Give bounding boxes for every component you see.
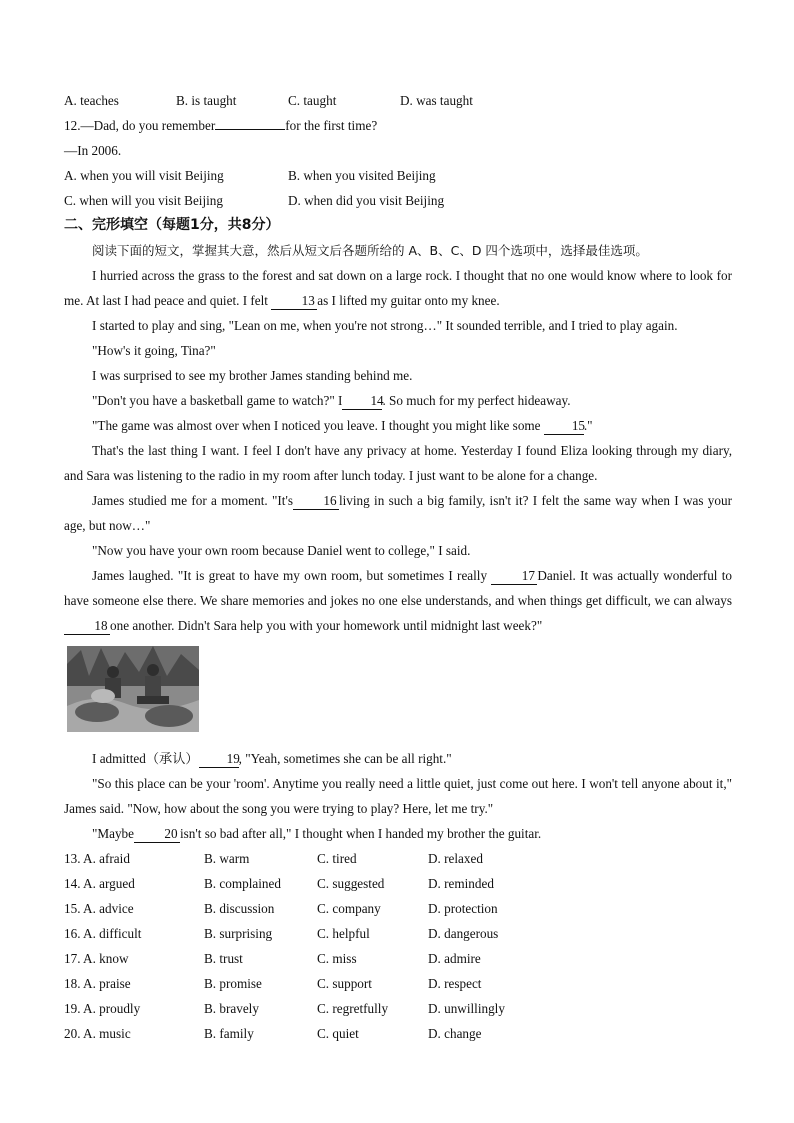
section-heading: 二、完形填空（每题1分，共8分）: [64, 217, 280, 233]
blank-13: 13: [271, 293, 317, 310]
passage-paragraph: "Maybe 20 isn't so bad after all," I thought when I handed my brother the guitar.: [92, 826, 542, 841]
passage-paragraph: "The game was almost over when I noticed you leave. I thought you might like some 15.": [92, 418, 593, 433]
option-a: A. when you will visit Beijing: [64, 168, 224, 183]
passage-paragraph: "Don't you have a basketball game to watch?" I 14. So much for my perfect hideaway.: [92, 393, 571, 408]
passage-paragraph: I hurried across the grass to the forest and sat down on a large rock. I thought that no one would know where to look for me. At last I had peace and quiet. I felt 13 as I lifted my guitar onto my knee.: [64, 268, 732, 308]
passage-paragraph: James studied me for a moment. "It's 16 living in such a big family, isn't it? I felt the same way when I was your age, but now…": [64, 493, 732, 533]
blank-14: 14: [342, 393, 382, 410]
answer-blank: [215, 113, 285, 130]
section-intro: 阅读下面的短文，掌握其大意，然后从短文后各题所给的 A、B、C、D 四个选项中，选择最佳选项。: [92, 243, 648, 258]
q12-options-row2: [64, 188, 732, 213]
passage-paragraph: "How's it going, Tina?": [92, 343, 216, 358]
passage-paragraph: "Now you have your own room because Daniel went to college," I said.: [92, 543, 471, 558]
option-d: D. was taught: [400, 93, 473, 108]
blank-16: 16: [293, 493, 339, 510]
option-c: C. taught: [288, 93, 337, 108]
passage-paragraph: James laughed. "It is great to have my own room, but sometimes I really 17 Daniel. It was actually wonderful to have someone else there. We share memories and jokes no one else understands, and when things get difficult, we can always 18 one another. Didn't Sara help you with your homework until midnight last week?": [64, 568, 733, 633]
option-b: B. is taught: [176, 93, 237, 108]
illustration-image: [67, 646, 199, 732]
passage-paragraph: That's the last thing I want. I feel I don't have any privacy at home. Yesterday I found Eliza looking through my diary, and Sara was listening to the radio in my room after lunch today. I just want to be alone for a change.: [64, 443, 732, 483]
blank-15: 15: [544, 418, 584, 435]
exam-page: [64, 88, 732, 1046]
answer-row: 16. A. difficult B. surprising C. helpful D. dangerous: [64, 926, 499, 941]
passage-paragraph: I admitted（承认） 19, "Yeah, sometimes she can be all right.": [92, 751, 452, 766]
q11-options: [64, 88, 732, 113]
answer-row: 15. A. advice B. discussion C. company D. protection: [64, 901, 498, 916]
option-b: B. when you visited Beijing: [288, 168, 436, 183]
blank-20: 20: [134, 826, 180, 843]
option-d: D. when did you visit Beijing: [288, 193, 445, 208]
answer-options: [64, 846, 732, 1046]
q12-reply: —In 2006.: [64, 143, 122, 158]
option-a: A. teaches: [64, 93, 119, 108]
answer-row: 17. A. know B. trust C. miss D. admire: [64, 951, 481, 966]
passage-paragraph: I was surprised to see my brother James standing behind me.: [92, 368, 413, 383]
answer-row: 20. A. music B. family C. quiet D. change: [64, 1026, 482, 1041]
passage-paragraph: I started to play and sing, "Lean on me, when you're not strong…" It sounded terrible, and I tried to play again.: [92, 318, 678, 333]
passage-paragraph: "So this place can be your 'room'. Anytime you really need a little quiet, just come out here. I won't tell anyone about it," James said. "Now, how about the song you were trying to play? Here, let me try.": [64, 776, 732, 816]
answer-row: 14. A. argued B. complained C. suggested D. reminded: [64, 876, 494, 891]
q12-stem: 12.—Dad, do you remember for the first time?: [64, 113, 732, 138]
answer-row: 19. A. proudly B. bravely C. regretfully D. unwillingly: [64, 1001, 505, 1016]
option-c: C. when will you visit Beijing: [64, 193, 223, 208]
answer-row: 18. A. praise B. promise C. support D. respect: [64, 976, 482, 991]
q12-options-row1: [64, 163, 732, 188]
blank-17: 17: [491, 568, 537, 585]
answer-row: 13. A. afraid B. warm C. tired D. relaxed: [64, 851, 483, 866]
blank-19: 19: [199, 751, 239, 768]
blank-18: 18: [64, 618, 110, 635]
